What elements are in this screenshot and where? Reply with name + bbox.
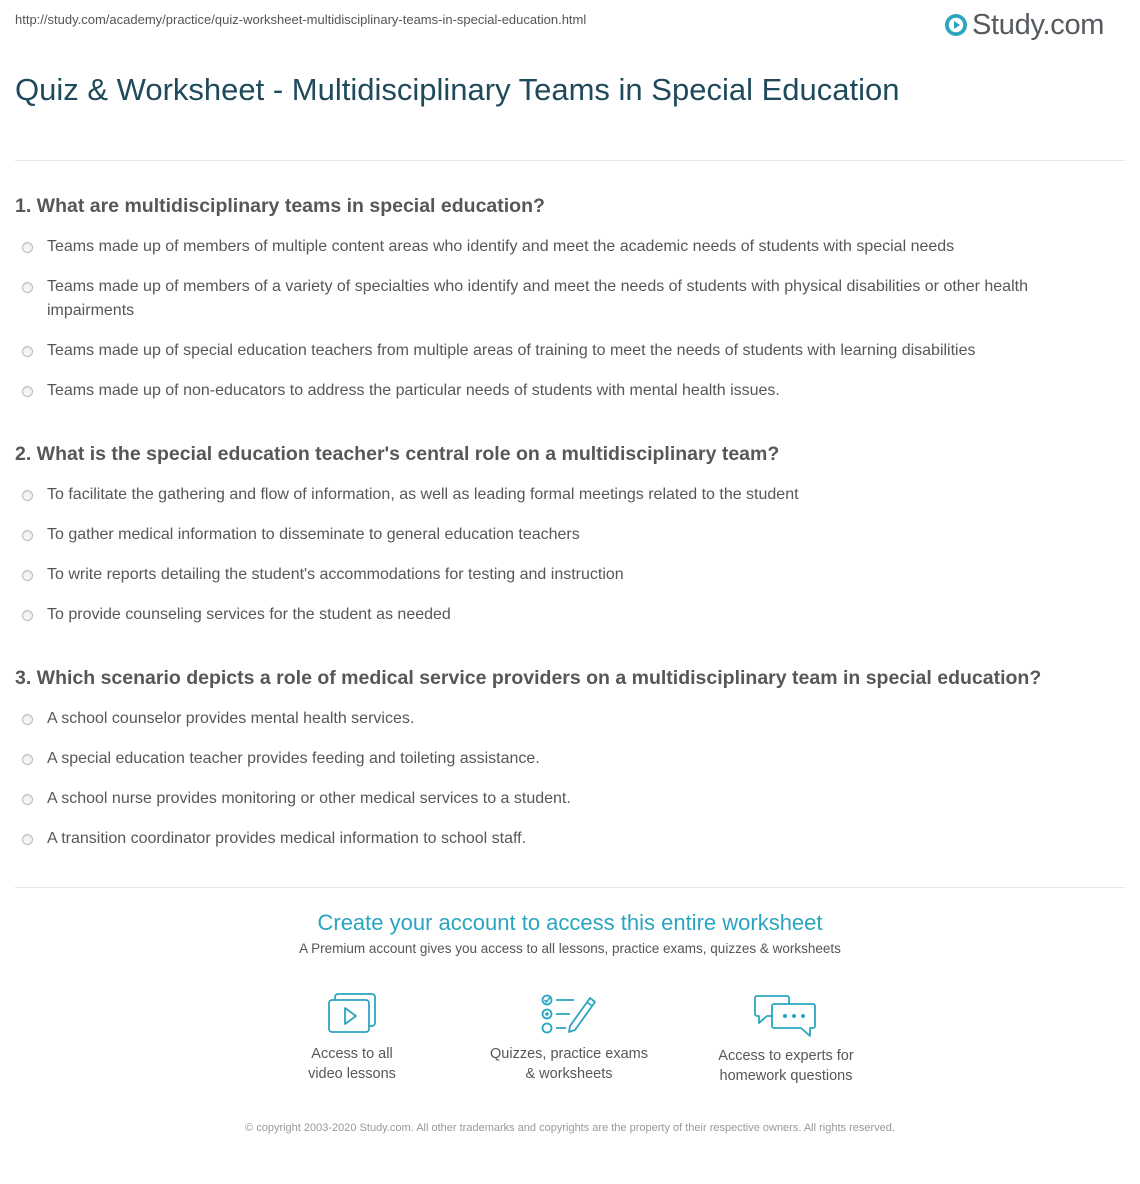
answer-option[interactable] [22,523,1112,547]
question-2: 2. What is the special education teacher's central role on a multidisciplinary team? [15,443,780,465]
feature-label-line2: homework questions [719,1068,853,1084]
play-logo-icon [944,13,968,37]
answer-option[interactable] [22,603,1112,627]
quiz-checklist-icon [540,992,598,1036]
radio-button[interactable] [22,834,33,845]
copyright-notice: © copyright 2003-2020 Study.com. All other trademarks and copyrights are the property of their respective owners. All rights reserved. [245,1122,895,1134]
answer-text: A school nurse provides monitoring or other medical services to a student. [47,790,571,807]
answer-option[interactable] [22,827,1112,851]
radio-button[interactable] [22,570,33,581]
feature-label-line1: Access to all [311,1046,393,1062]
answer-option[interactable] [22,747,1112,771]
answer-text: To write reports detailing the student's accommodations for testing and instruction [47,566,624,583]
feature-quizzes [469,992,669,1084]
page-title: Quiz & Worksheet - Multidisciplinary Teams in Special Education [15,72,900,107]
radio-button[interactable] [22,754,33,765]
feature-label-line1: Quizzes, practice exams [490,1046,648,1062]
radio-button[interactable] [22,242,33,253]
answer-text: Teams made up of special education teachers from multiple areas of training to meet the needs of students with learning disabilities [47,342,976,359]
section-divider [15,887,1125,888]
answer-option[interactable] [22,235,1112,259]
answer-text: To provide counseling services for the student as needed [47,606,451,623]
answer-option[interactable] [22,707,1112,731]
radio-button[interactable] [22,490,33,501]
feature-label-line1: Access to experts for [718,1048,854,1064]
premium-subtitle: A Premium account gives you access to all lessons, practice exams, quizzes & worksheets [299,941,841,956]
radio-button[interactable] [22,346,33,357]
answer-text: Teams made up of members of a variety of specialties who identify and meet the needs of students with physical disabilities or other health impairments [47,278,1028,319]
answer-text: Teams made up of members of multiple content areas who identify and meet the academic needs of students with special needs [47,238,955,255]
answer-option[interactable] [22,339,1112,363]
answer-option[interactable] [22,379,1112,403]
answer-text: Teams made up of non-educators to address the particular needs of students with mental health issues. [47,382,780,399]
feature-label-line2: & worksheets [525,1066,613,1082]
answer-text: A transition coordinator provides medical information to school staff. [47,830,527,847]
page-url: http://study.com/academy/practice/quiz-worksheet-multidisciplinary-teams-in-special-education.html [15,12,587,27]
feature-experts [686,992,886,1086]
radio-button[interactable] [22,282,33,293]
chat-bubbles-icon [754,992,818,1038]
answer-text: A special education teacher provides feeding and toileting assistance. [47,750,540,767]
answer-option[interactable] [22,787,1112,811]
title-divider [15,160,1125,161]
answer-option[interactable] [22,483,1112,507]
answer-text: To facilitate the gathering and flow of information, as well as leading formal meetings related to the student [47,486,799,503]
radio-button[interactable] [22,530,33,541]
question-1: 1. What are multidisciplinary teams in special education? [15,195,545,217]
video-lesson-icon [326,992,378,1036]
answer-text: To gather medical information to disseminate to general education teachers [47,526,580,543]
radio-button[interactable] [22,794,33,805]
answer-option[interactable] [22,275,1112,323]
radio-button[interactable] [22,386,33,397]
radio-button[interactable] [22,714,33,725]
radio-button[interactable] [22,610,33,621]
feature-video-lessons [252,992,452,1084]
create-account-link[interactable]: Create your account to access this entire worksheet [317,910,823,935]
feature-label-line2: video lessons [308,1066,396,1082]
study-logo[interactable] [944,8,1104,42]
answer-option[interactable] [22,563,1112,587]
answer-text: A school counselor provides mental health services. [47,710,415,727]
logo-text: Study.com [972,9,1105,41]
question-3: 3. Which scenario depicts a role of medical service providers on a multidisciplinary team in special education? [15,667,1042,689]
